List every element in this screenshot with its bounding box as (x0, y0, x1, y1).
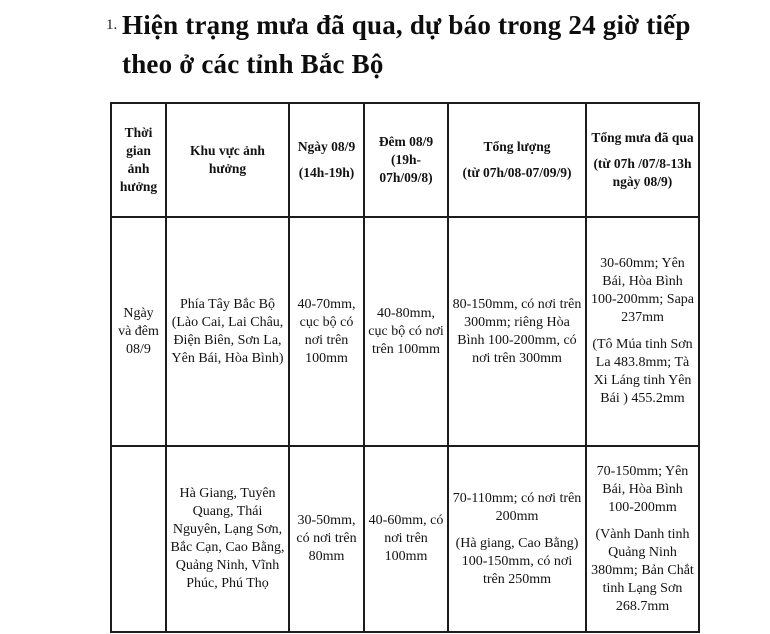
cell-day-rainfall: 40-70mm, cục bộ có nơi trên 100mm (289, 217, 364, 446)
page-title-line-1: Hiện trạng mưa đã qua, dự báo trong 24 giờ tiếp (122, 10, 691, 40)
page-title-line-2: theo ở các tỉnh Bắc Bộ (122, 49, 384, 79)
header-day-timerange: (14h-19h) (298, 165, 355, 180)
cell-time-of-impact (111, 446, 166, 632)
past-rainfall-paragraph: (Vành Danh tinh Quảng Ninh 380mm; Bản Chắt tinh Lạng Sơn 268.7mm (591, 526, 694, 614)
total-rainfall-paragraph: 80-150mm, có nơi trên 300mm; riêng Hòa Bình 100-200mm, có nơi trên 300mm (452, 296, 582, 366)
cell-affected-area: Phía Tây Bắc Bộ (Lào Cai, Lai Châu, Điện Biên, Sơn La, Yên Bái, Hòa Bình) (166, 217, 289, 446)
cell-past-rainfall (586, 217, 699, 446)
past-rainfall-paragraph: (Tô Múa tinh Sơn La 483.8mm; Tà Xi Láng tinh Yên Bái ) 455.2mm (592, 337, 693, 406)
cell-night-rainfall: 40-80mm, cục bộ có nơi trên 100mm (364, 217, 448, 446)
header-night-08-9: Đêm 08/9 (19h-07h/09/8) (364, 103, 448, 217)
cell-affected-area: Hà Giang, Tuyên Quang, Thái Nguyên, Lạng Sơn, Bắc Cạn, Cao Bằng, Quảng Ninh, Vĩnh Phúc, Phú Thọ (166, 446, 289, 632)
total-rainfall-paragraph: (Hà giang, Cao Bằng) 100-150mm, có nơi trên 250mm (455, 535, 579, 587)
page-title (122, 6, 722, 84)
cell-day-rainfall: 30-50mm, có nơi trên 80mm (289, 446, 364, 632)
table-row (111, 446, 699, 632)
header-past-rain (586, 103, 699, 217)
header-past-rain-label: Tổng mưa đã qua (591, 130, 694, 145)
header-day-label: Ngày 08/9 (297, 139, 356, 154)
cell-total-rainfall (448, 446, 586, 632)
table-row (111, 217, 699, 446)
total-rainfall-paragraph: 70-110mm; có nơi trên 200mm (452, 490, 582, 524)
header-total-amount (448, 103, 586, 217)
cell-total-rainfall (448, 217, 586, 446)
table-header-row (111, 103, 699, 217)
cell-time-of-impact: Ngày và đêm 08/9 (111, 217, 166, 446)
header-affected-area: Khu vực ảnh hưởng (166, 103, 289, 217)
section-number: 1. (106, 17, 118, 33)
rainfall-table (110, 102, 700, 633)
header-total-label: Tổng lượng (483, 139, 551, 154)
header-day-08-9 (289, 103, 364, 217)
header-time-of-impact: Thời gian ảnh hưởng (111, 103, 166, 217)
past-rainfall-paragraph: 70-150mm; Yên Bái, Hòa Bình 100-200mm (596, 463, 689, 515)
past-rainfall-paragraph: 30-60mm; Yên Bái, Hòa Bình 100-200mm; Sapa 237mm (590, 256, 695, 325)
cell-past-rainfall (586, 446, 699, 632)
header-total-timerange: (từ 07h/08-07/09/9) (462, 165, 572, 180)
header-past-rain-timerange: (từ 07h /07/8-13h ngày 08/9) (593, 156, 692, 189)
cell-night-rainfall: 40-60mm, có nơi trên 100mm (364, 446, 448, 632)
